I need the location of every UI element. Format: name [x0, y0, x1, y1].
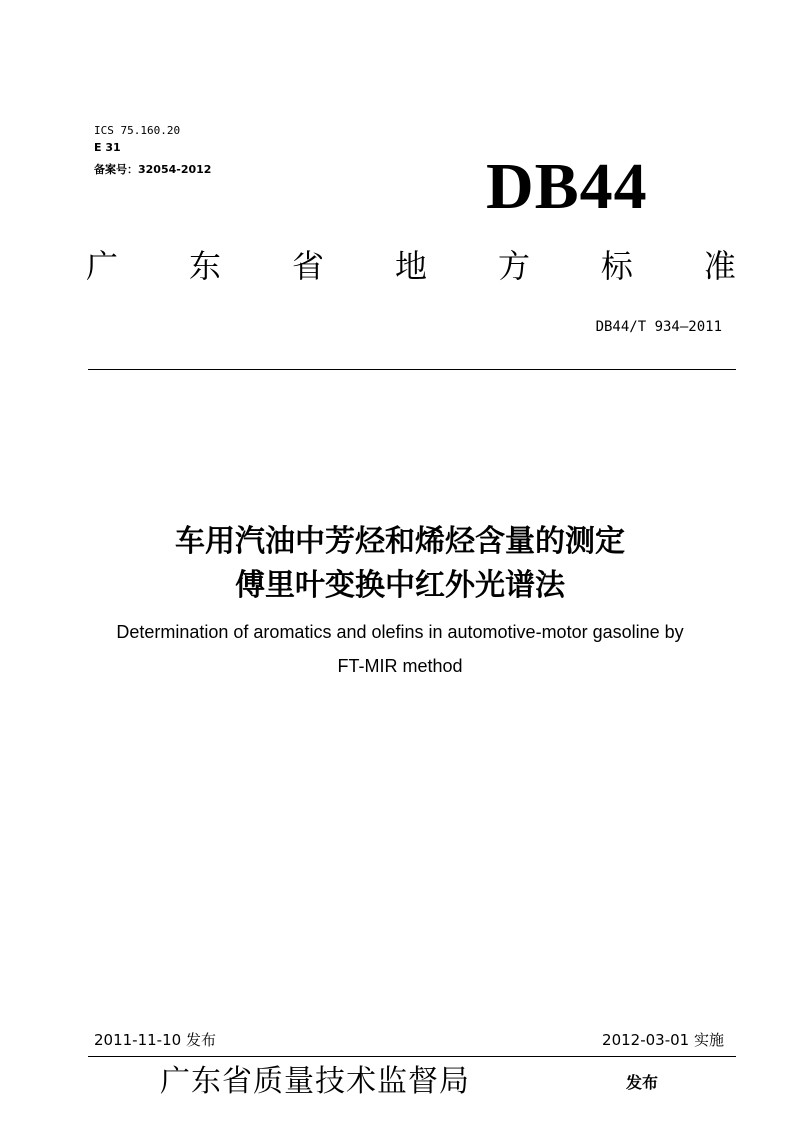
standard-type-heading — [86, 244, 736, 288]
standard-type-char: 标 — [600, 247, 633, 285]
standard-type-char: 东 — [188, 247, 221, 285]
issuing-authority: 广东省质量技术监督局 — [160, 1064, 470, 1099]
standard-type-char: 省 — [291, 247, 324, 285]
ics-code: ICS 75.160.20 — [94, 124, 181, 137]
implementation-date: 2012-03-01 实施 — [602, 1031, 724, 1049]
standard-type-char: 准 — [703, 247, 736, 285]
db-logo: DB44 — [486, 150, 648, 223]
release-date: 2011-11-10 发布 — [94, 1031, 216, 1049]
filing-number: 备案号：32054-2012 — [94, 163, 212, 176]
standard-type-char: 广 — [86, 247, 119, 285]
standard-number: DB44/T 934—2011 — [595, 319, 722, 335]
top-divider — [88, 369, 736, 370]
title-en-line1: Determination of aromatics and olefins in automotive-motor gasoline by — [116, 622, 684, 642]
issuer-release-label: 发布 — [626, 1073, 659, 1092]
classification-code: E 31 — [94, 141, 121, 154]
title-zh-line1: 车用汽油中芳烃和烯烃含量的测定 — [175, 524, 625, 559]
standard-type-char: 地 — [394, 247, 427, 285]
standard-type-char: 方 — [497, 247, 530, 285]
bottom-divider — [88, 1056, 736, 1057]
title-en-line2: FT-MIR method — [337, 656, 463, 676]
title-zh-line2: 傅里叶变换中红外光谱法 — [235, 568, 565, 603]
